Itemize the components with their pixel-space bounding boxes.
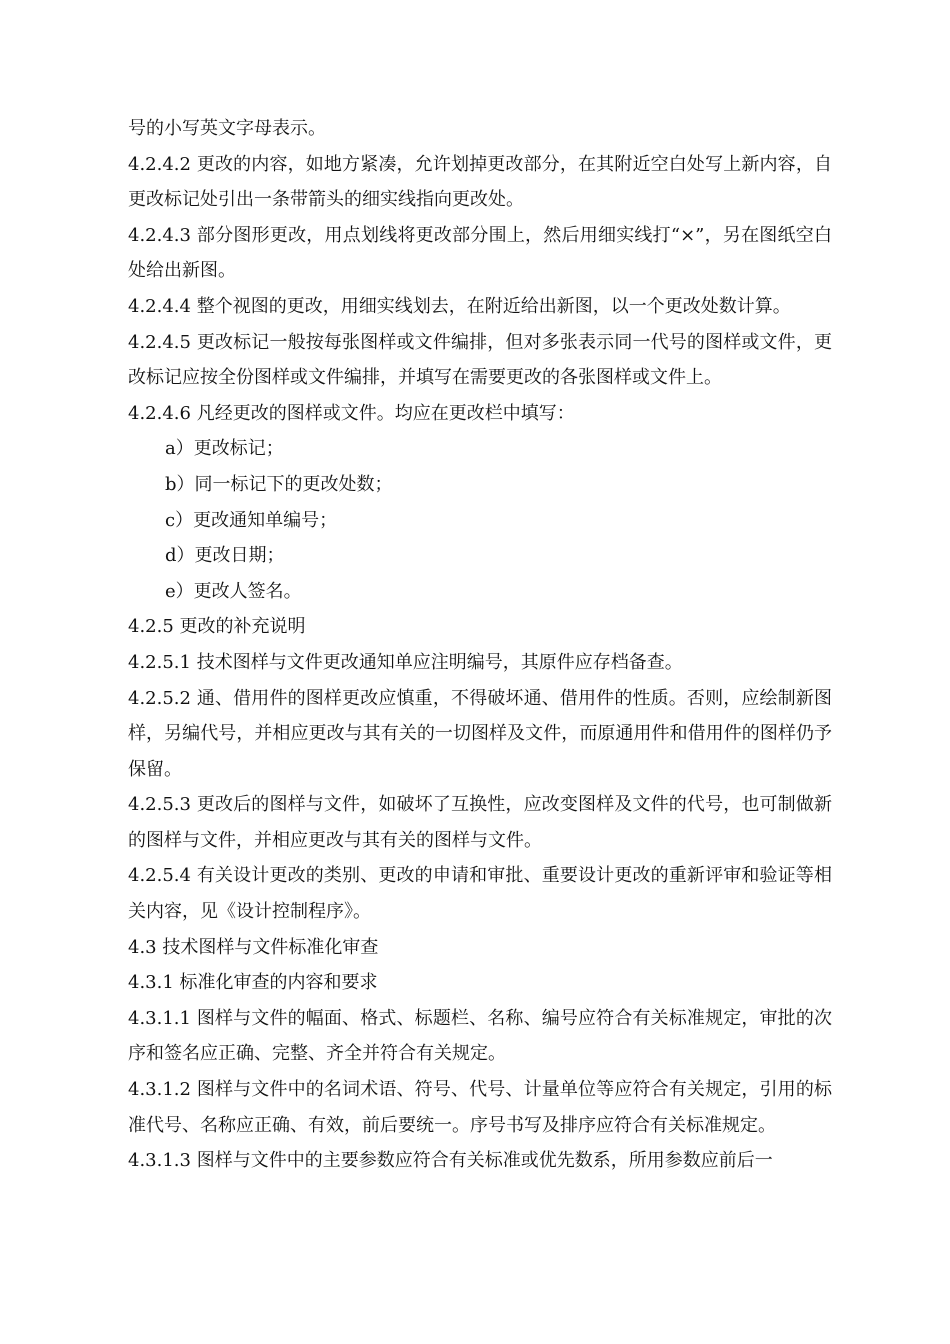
paragraph-4-3-1-2: 4.3.1.2 图样与文件中的名词术语、符号、代号、计量单位等应符合有关规定，引用的标准代号、名称应正确、有效，前后要统一。序号书写及排序应符合有关标准规定。 (128, 1079, 832, 1136)
paragraph-4-2-4-3: 4.2.4.3 部分图形更改，用点划线将更改部分围上，然后用细实线打“×”，另在图纸空白处给出新图。 (128, 224, 832, 282)
paragraph-4-2-5-3: 4.2.5.3 更改后的图样与文件，如破坏了互换性，应改变图样及文件的代号，也可制做新的图样与文件，并相应更改与其有关的图样与文件。 (128, 794, 832, 851)
paragraph-4-2-5-4: 4.2.5.4 有关设计更改的类别、更改的申请和审批、重要设计更改的重新评审和验证等相关内容，见《设计控制程序》。 (128, 865, 832, 923)
document-body (128, 111, 832, 1179)
list-item-e: e）更改人签名。 (165, 580, 302, 602)
heading-4-3: 4.3 技术图样与文件标准化审查 (128, 936, 379, 958)
paragraph-4-2-5-2: 4.2.5.2 通、借用件的图样更改应慎重，不得破坏通、借用件的性质。否则，应绘制新图样，另编代号，并相应更改与其有关的一切图样及文件，而原通用件和借用件的图样仍予保留。 (128, 687, 832, 780)
list-item-d: d）更改日期； (165, 545, 285, 567)
list-item-a: a）更改标记； (165, 438, 284, 460)
list-item-c: c）更改通知单编号； (165, 509, 338, 531)
paragraph-4-2-4-4: 4.2.4.4 整个视图的更改，用细实线划去，在附近给出新图，以一个更改处数计算。 (128, 295, 791, 317)
paragraph-4-2-4-6: 4.2.4.6 凡经更改的图样或文件。均应在更改栏中填写： (128, 402, 575, 424)
paragraph-4-3-1-3: 4.3.1.3 图样与文件中的主要参数应符合有关标准或优先数系，所用参数应前后一 (128, 1150, 773, 1172)
paragraph-4-2-4-5: 4.2.4.5 更改标记一般按每张图样或文件编排，但对多张表示同一代号的图样或文件，更改标记应按全份图样或文件编排，并填写在需要更改的各张图样或文件上。 (128, 331, 832, 389)
heading-4-3-1: 4.3.1 标准化审查的内容和要求 (128, 972, 378, 994)
paragraph-4-3-1-1: 4.3.1.1 图样与文件的幅面、格式、标题栏、名称、编号应符合有关标准规定，审批的次序和签名应正确、完整、齐全并符合有关规定。 (128, 1007, 832, 1065)
paragraph-continuation: 号的小写英文字母表示。 (128, 118, 326, 139)
paragraph-4-2-5-1: 4.2.5.1 技术图样与文件更改通知单应注明编号，其原件应存档备查。 (128, 651, 683, 673)
list-item-b: b）同一标记下的更改处数； (165, 473, 393, 495)
heading-4-2-5: 4.2.5 更改的补充说明 (128, 616, 306, 638)
paragraph-4-2-4-2: 4.2.4.2 更改的内容，如地方紧凑，允许划掉更改部分，在其附近空白处写上新内容，自更改标记处引出一条带箭头的细实线指向更改处。 (128, 153, 832, 211)
